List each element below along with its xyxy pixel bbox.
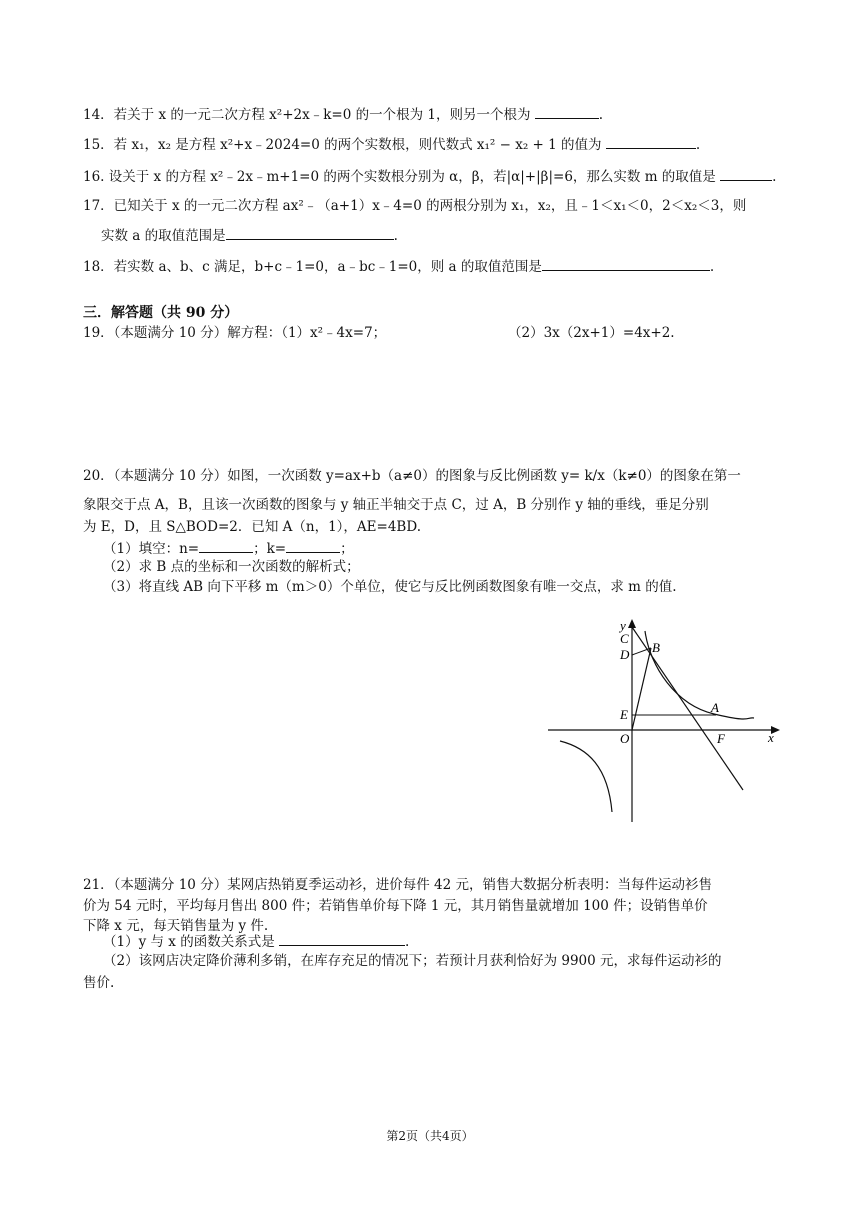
answer-blank: [535, 104, 599, 119]
answer-blank: [606, 134, 696, 149]
q21-sub2-line2: 售价.: [83, 975, 115, 991]
label-o: O: [620, 731, 630, 746]
label-f: F: [717, 731, 725, 746]
q20-sub2: （2）求 B 点的坐标和一次函数的解析式；: [103, 559, 360, 575]
q18: 18．若实数 a、b、c 满足，b+c﹣1=0，a﹣bc﹣1=0，则 a 的取值范围是 .: [83, 256, 790, 277]
answer-blank: [199, 538, 253, 553]
q17-line1: 17．已知关于 x 的一元二次方程 ax²﹣（a+1）x﹣4=0 的两根分别为 x₁，x₂，且﹣1＜x₁＜0，2＜x₂＜3，则: [83, 198, 747, 214]
hyperbola-branch-2: [560, 741, 612, 812]
answer-blank: [279, 931, 405, 946]
q21-sub2-line1: （2）该网店决定降价薄利多销，在库存充足的情况下；若预计月获利恰好为 9900 元，求每件运动衫的: [103, 953, 722, 969]
answer-blank: [286, 538, 340, 553]
q15: 15．若 x₁，x₂ 是方程 x²+x﹣2024=0 的两个实数根，则代数式 x₁² − x₂ + 1 的值为 .: [83, 134, 790, 155]
page-footer: 第2页（共4页）: [386, 1129, 474, 1143]
label-x: x: [768, 730, 774, 745]
answer-blank: [542, 256, 710, 271]
label-a: A: [711, 700, 719, 715]
q16: 16. 设关于 x 的方程 x²﹣2x﹣m+1=0 的两个实数根分别为 α，β，若|α|+|β|=6，那么实数 m 的取值是 .: [83, 166, 790, 187]
section-heading: 三．解答题（共 90 分）: [83, 305, 239, 321]
segment-ob: [632, 648, 651, 730]
q20-line3: 为 E，D，且 S△BOD=2．已知 A（n，1），AE=4BD.: [83, 519, 421, 535]
q21-line3: 下降 x 元，每天销售量为 y 件.: [83, 918, 269, 934]
answer-blank: [226, 225, 394, 240]
label-c: C: [620, 631, 629, 646]
label-d: D: [620, 647, 630, 662]
answer-blank: [720, 166, 772, 181]
q17-line2: 实数 a 的取值范围是 .: [101, 225, 790, 246]
q19: 19．（本题满分 10 分）解方程：（1）x²﹣4x=7； （2）3x（2x+1）=4x+2.: [83, 325, 675, 341]
q21-line2: 价为 54 元时，平均每月售出 800 件；若销售单价每下降 1 元，其月销售量就增加 100 件；设销售单价: [83, 898, 708, 914]
label-b: B: [652, 640, 660, 655]
label-y: y: [620, 618, 626, 633]
q20-line1: 20．（本题满分 10 分）如图，一次函数 y=ax+b（a≠0）的图象与反比例函数 y= k/x（k≠0）的图象在第一: [83, 468, 741, 484]
q20-sub3: （3）将直线 AB 向下平移 m（m＞0）个单位，使它与反比例函数图象有唯一交点，求 m 的值.: [103, 579, 677, 595]
q21-line1: 21．（本题满分 10 分）某网店热销夏季运动衫，进价每件 42 元，销售大数据分析表明：当每件运动衫售: [83, 877, 712, 893]
q20-sub1: （1）填空：n= ；k= ；: [103, 538, 790, 559]
q21-sub1: （1）y 与 x 的函数关系式是 .: [103, 931, 790, 952]
hyperbola-branch-1: [645, 631, 754, 719]
line-ab: [632, 627, 743, 790]
function-graph: [546, 617, 786, 825]
q20-line2: 象限交于点 A，B，且该一次函数的图象与 y 轴正半轴交于点 C，过 A，B 分别作 y 轴的垂线，垂足分别: [83, 497, 709, 513]
q14: 14．若关于 x 的一元二次方程 x²+2x﹣k=0 的一个根为 1，则另一个根为 .: [83, 104, 790, 125]
label-e: E: [620, 707, 628, 722]
y-axis-arrow: [628, 619, 636, 628]
